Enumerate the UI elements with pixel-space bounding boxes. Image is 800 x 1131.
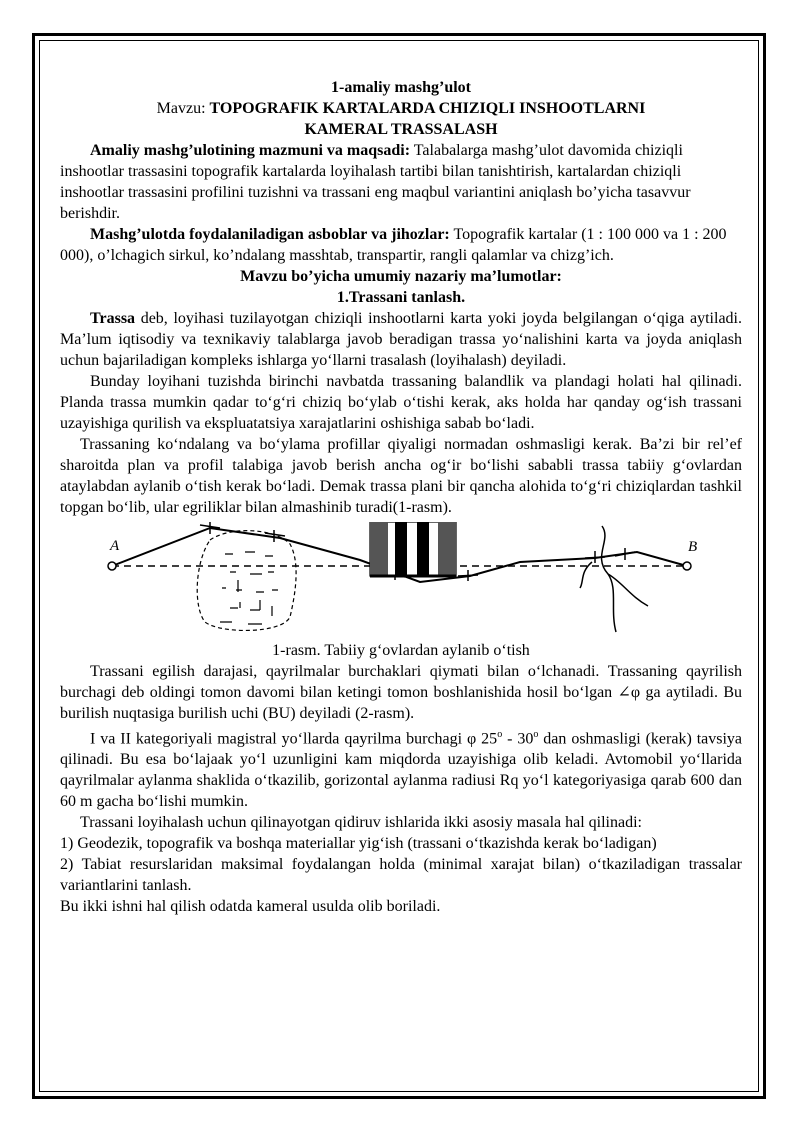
p5-part-c: dan oshmasligi (kerak) tavsiya qilinadi. Bu esa bo‘lajaak yo‘l uzunligini kam miqdorda uzayishiga olib keladi. Avtomobil yo‘llarida qayrilmalar aylanma shaklida o‘tkazilib, gorizontal aylanma radiusi Rq yo‘l kategoriyasiga qarab 600 dan 60 m gacha bo‘lishi mumkin. — [60, 730, 743, 811]
tools-paragraph — [60, 224, 742, 266]
degree-2: o — [533, 729, 539, 740]
purpose-text: Talabalarga mashg’ulot davomida chiziqli inshootlar trassasini topografik kartalarda loyihalash tartibi bilan tanishtirish, kartalardan chiziqli inshootlar trassasini profilini tuzishni va trassani eng maqbul variantini aniqlash bo’yicha tasavvur berishdir. — [60, 142, 691, 222]
paragraph-trassa — [60, 308, 742, 371]
paragraph-5 — [60, 724, 742, 812]
topic-title-1: TOPOGRAFIK KARTALARDA CHIZIQLI INSHOOTLARNI — [209, 100, 646, 117]
hill-obstacle — [197, 531, 296, 631]
p5-part-b: - 30 — [502, 730, 534, 748]
river-obstacle — [580, 526, 648, 632]
point-a — [108, 562, 116, 570]
tools-text: Topografik kartalar (1 : 100 000 va 1 : 200 000), o’lchagich sirkul, ko’ndalang masshtab, transpartir, rangli qalamlar va chizg’ich. — [60, 226, 727, 264]
trassa-term: Trassa — [90, 310, 136, 327]
route-figure — [60, 522, 742, 640]
label-b: B — [688, 539, 698, 555]
topic-line — [60, 98, 742, 119]
list-item-2: 2) Tabiat resurslaridan maksimal foydalangan holda (minimal xarajat bilan) o‘tkaziladigan trassalar variantlarini tanlash. — [60, 856, 742, 895]
tools-label: Mashg’ulotda foydalaniladigan asboblar va jihozlar: — [90, 226, 450, 243]
building-obstacle — [370, 522, 456, 576]
section-subheading: 1.Trassani tanlash. — [336, 289, 466, 306]
label-a: A — [110, 538, 120, 554]
paragraph-3: Trassaning ko‘ndalang va bo‘ylama profillar qiyaligi normadan oshmasligi kerak. Ba’zi bir rel’ef sharoitda plan va profil talabiga javob berish ancha og‘ir bo‘lishi sababli trassa tabiiy g‘ovlardan ataylabdan aylanib o‘tish kerak bo‘ladi. Demak trassa plani bir qancha alohida to‘g‘ri chiziqlardan tashkil topgan bo‘lib, ular egriliklar bilan almashinib turadi(1-rasm). — [60, 436, 742, 516]
page-title: 1-amaliy mashg’ulot — [331, 79, 471, 96]
purpose-paragraph — [60, 140, 742, 224]
paragraph-4: Trassani egilish darajasi, qayrilmalar burchaklari qiymati bilan o‘lchanadi. Trassaning qayrilish burchagi deb oldingi tomon davomi bilan ketingi tomon boshlanishida hosil bo‘lgan ∠φ ga aytiladi. Bu burilish nuqtasiga burilish uchi (BU) deyiladi (2-rasm). — [60, 663, 742, 722]
theory-heading: Mavzu bo’yicha umumiy nazariy ma’lumotlar: — [240, 268, 562, 285]
route-diagram — [60, 522, 742, 640]
document-body — [60, 77, 742, 917]
paragraph-6: Trassani loyihalash uchun qilinayotgan qidiruv ishlarida ikki asosiy masala hal qilinadi: — [80, 814, 642, 832]
degree-1: o — [497, 729, 503, 740]
figure-caption: 1-rasm. Tabiiy g‘ovlardan aylanib o‘tish — [272, 642, 530, 659]
point-b — [683, 562, 691, 570]
paragraph-2: Bunday loyihani tuzishda birinchi navbatda trassaning balandlik va plandagi holati hal qilinadi. Planda trassa mumkin qadar to‘g‘ri chiziq bo‘ylab o‘tishi kerak, aks holda har qanday og‘ish trassani uzayishiga qurilish va ekspluatatsiya xarajatlarini oshishiga sabab bo‘ladi. — [60, 373, 742, 432]
list-item-1: 1) Geodezik, topografik va boshqa materiallar yig‘ish (trassani o‘tkazishda kerak bo‘ladigan) — [60, 835, 657, 853]
closing-line: Bu ikki ishni hal qilish odatda kameral usulda olib boriladi. — [60, 898, 441, 916]
p5-part-a: I va II kategoriyali magistral yo‘llarda qayrilma burchagi φ 25 — [90, 730, 498, 748]
trassa-text: deb, loyihasi tuzilayotgan chiziqli inshootlarni karta yoki joyda belgilangan o‘qiga aytiladi. Ma’lum iqtisodiy va texnikaviy talablarga javob beradigan trassa yo‘nalishini karta va joyda aniqlash uchun bajariladigan kompleks ishlarga yo‘llarni trasalash (loyihalash) deyiladi. — [60, 310, 742, 369]
topic-title-2: KAMERAL TRASSALASH — [304, 121, 498, 138]
topic-prefix: Mavzu: — [156, 100, 210, 117]
purpose-label: Amaliy mashg’ulotining mazmuni va maqsadi: — [90, 142, 411, 159]
